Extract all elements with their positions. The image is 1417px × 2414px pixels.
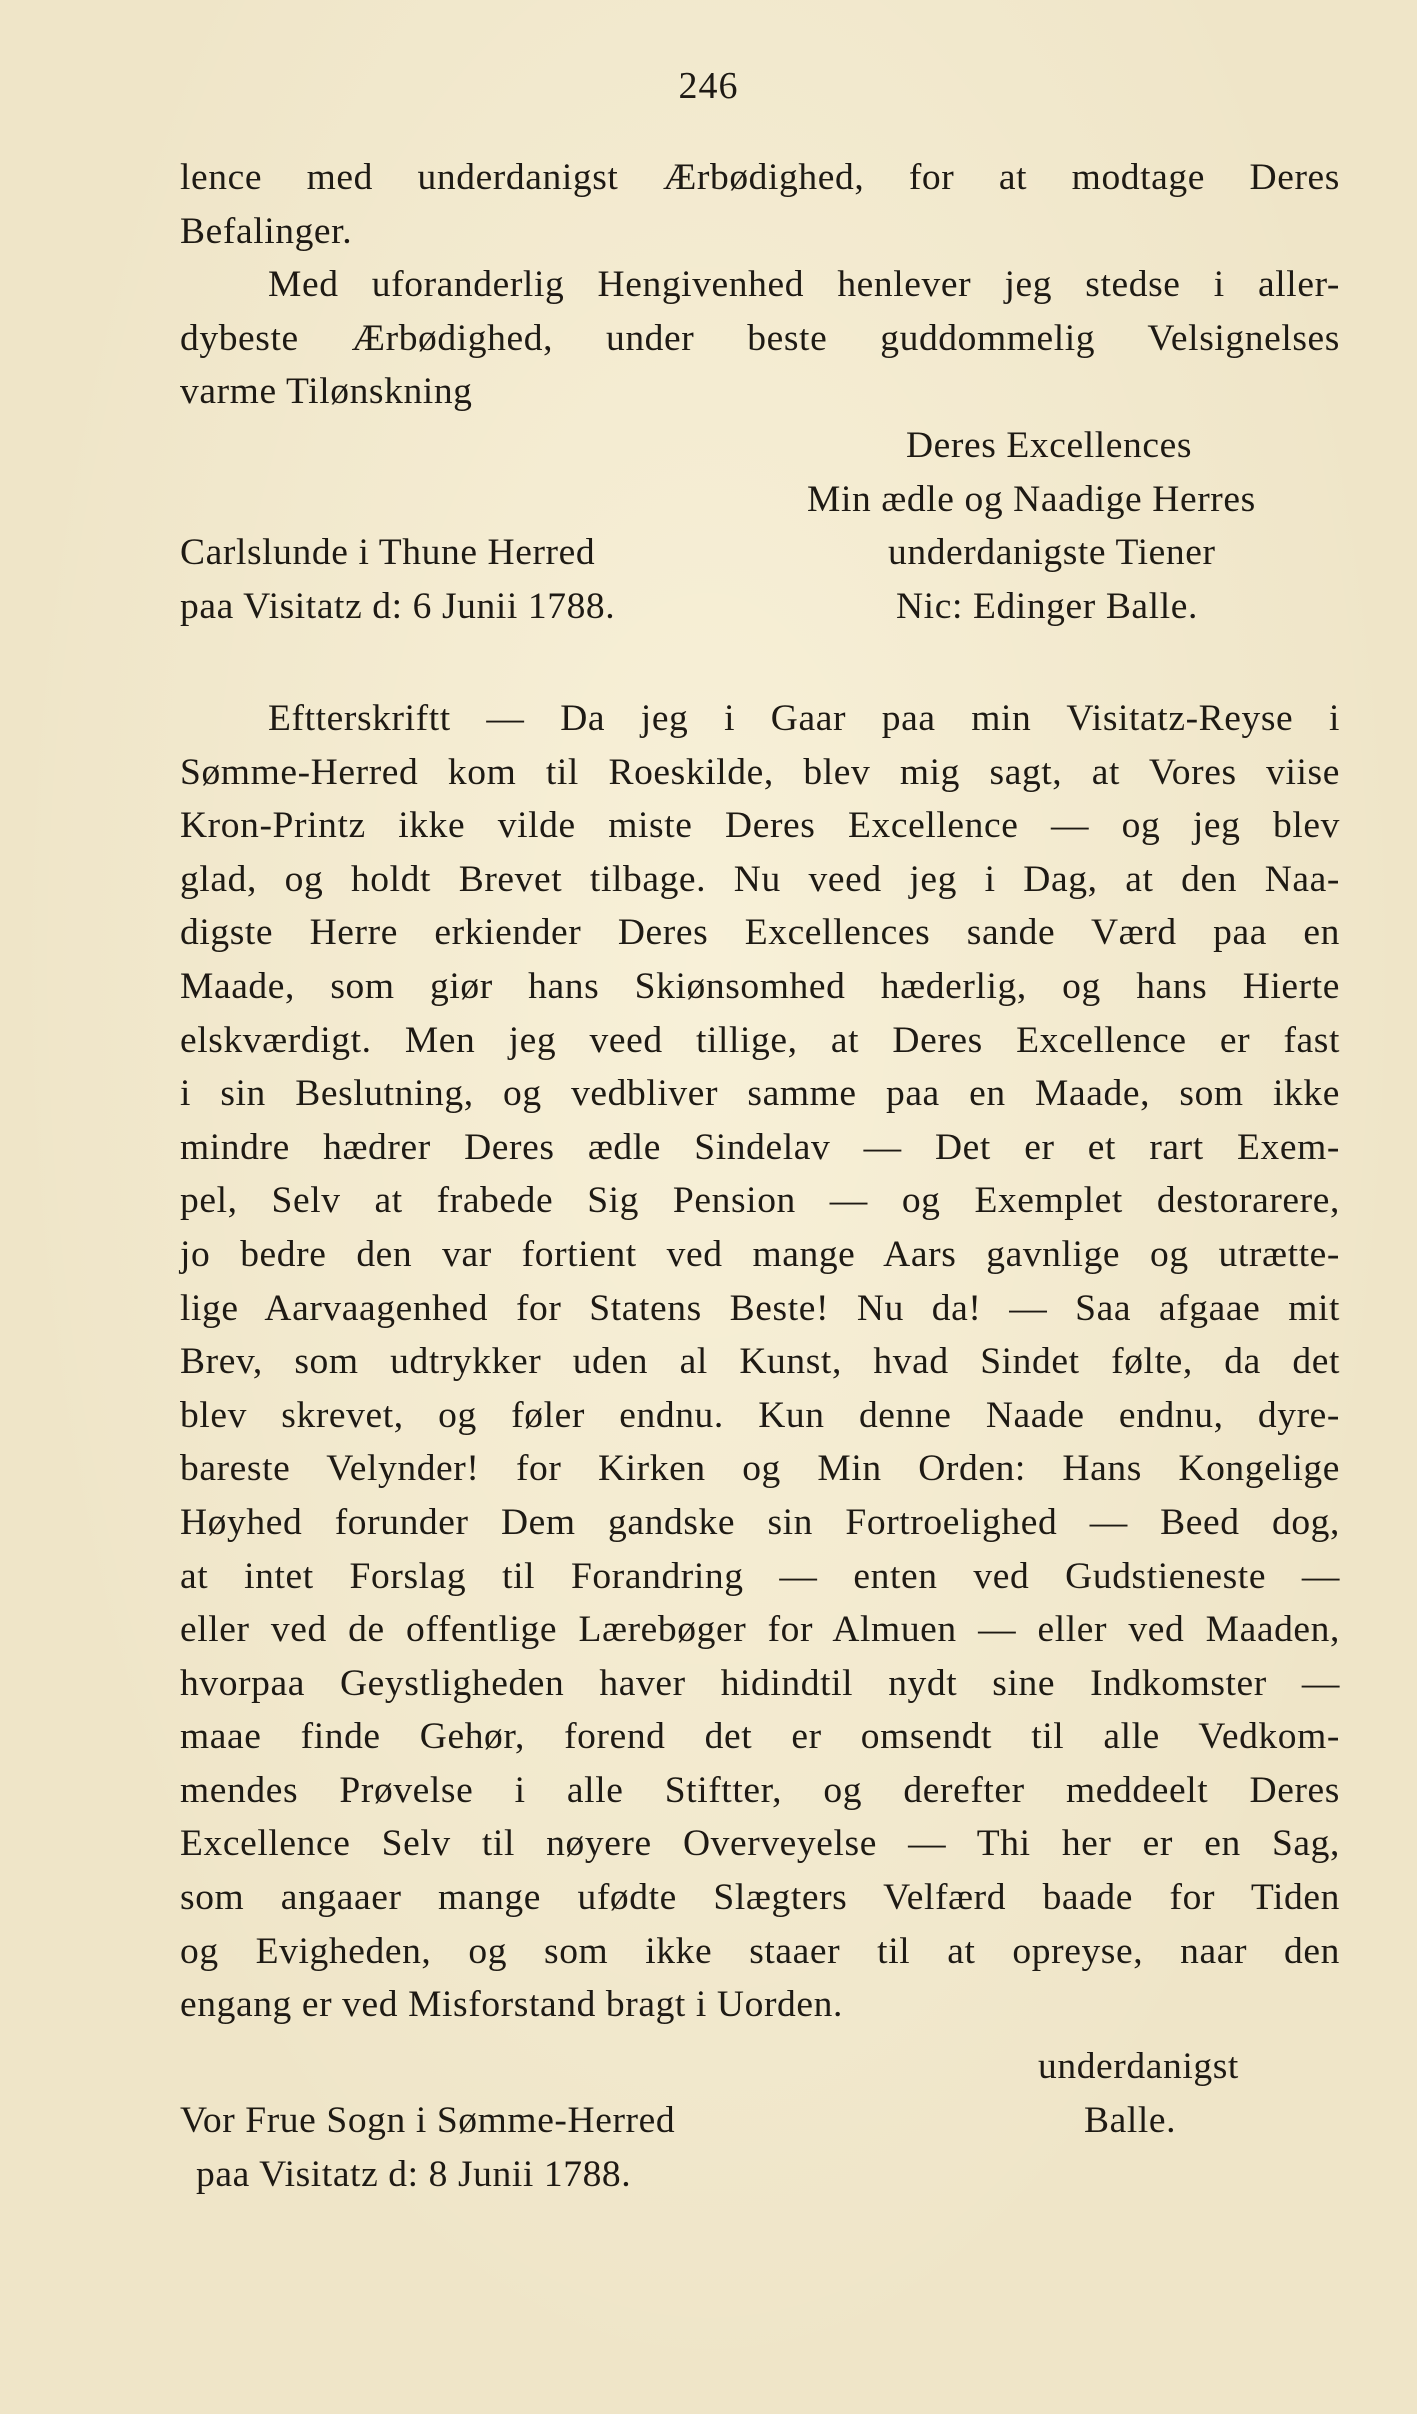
- page-number: 246: [678, 65, 739, 107]
- salutation-line-1: Deres Excellences: [906, 425, 1193, 466]
- signature-line-1: underdanigste Tiener: [888, 532, 1216, 573]
- postscript: [180, 692, 1340, 2032]
- text-line: Eftterskriftt — Da jeg i Gaar paa min Visitatz-Reyse i: [268, 698, 1340, 739]
- text-line: Maade, som giør hans Skiønsomhed hæderlig, og hans Hierte: [180, 965, 1340, 1007]
- postscript-date: paa Visitatz d: 8 Junii 1788.: [196, 2154, 632, 2195]
- text-line: digste Herre erkiender Deres Excellences sande Værd paa en: [180, 912, 1340, 954]
- text-line: mindre hædrer Deres ædle Sindelav — Det er et rart Exem-: [180, 1126, 1340, 1168]
- text-line: Høyhed forunder Dem gandske sin Fortroelighed — Beed dog,: [180, 1501, 1340, 1543]
- text-line: Kron-Printz ikke vilde miste Deres Excellence — og jeg blev: [180, 805, 1340, 847]
- letter-ending: [180, 151, 1340, 419]
- text-line: eller ved de offentlige Lærebøger for Almuen — eller ved Maaden,: [180, 1609, 1340, 1651]
- text-line: Brev, som udtrykker uden al Kunst, hvad Sindet følte, da det: [180, 1341, 1340, 1383]
- text-line: glad, og holdt Brevet tilbage. Nu veed jeg i Dag, at den Naa-: [180, 858, 1340, 900]
- text-line: i sin Beslutning, og vedbliver samme paa en Maade, som ikke: [180, 1073, 1340, 1115]
- text-line: pel, Selv at frabede Sig Pension — og Exemplet destorarere,: [180, 1180, 1340, 1222]
- text-line: mendes Prøvelse i alle Stiftter, og derefter meddeelt Deres: [180, 1769, 1340, 1811]
- text-line: Excellence Selv til nøyere Overveyelse — Thi her er en Sag,: [180, 1823, 1340, 1865]
- text-line: varme Tilønskning: [180, 371, 473, 413]
- postscript-place: Vor Frue Sogn i Sømme-Herred: [180, 2100, 676, 2141]
- text-line: lige Aarvaagenhed for Statens Beste! Nu da! — Saa afgaae mit: [180, 1287, 1340, 1329]
- text-line: at intet Forslag til Forandring — enten ved Gudstieneste —: [180, 1555, 1340, 1597]
- text-line: dybeste Ærbødighed, under beste guddommelig Velsignelses: [180, 317, 1340, 359]
- text-line: hvorpaa Geystligheden haver hidindtil nydt sine Indkomster —: [180, 1662, 1340, 1704]
- signature-name: Nic: Edinger Balle.: [896, 586, 1198, 627]
- text-line: blev skrevet, og føler endnu. Kun denne Naade endnu, dyre-: [180, 1394, 1340, 1436]
- text-line: jo bedre den var fortient ved mange Aars gavnlige og utrætte-: [180, 1233, 1340, 1275]
- salutation-line-2: Min ædle og Naadige Herres: [807, 479, 1256, 520]
- postscript-closing: underdanigst: [1038, 2046, 1239, 2087]
- text-line: engang er ved Misforstand bragt i Uorden.: [180, 1984, 843, 2026]
- text-line: bareste Velynder! for Kirken og Min Orden: Hans Kongelige: [180, 1448, 1340, 1490]
- text-line: Sømme-Herred kom til Roeskilde, blev mig sagt, at Vores viise: [180, 751, 1340, 793]
- text-line: og Evigheden, og som ikke staaer til at opreyse, naar den: [180, 1930, 1340, 1972]
- text-line: Med uforanderlig Hengivenhed henlever jeg stedse i aller-: [268, 264, 1340, 306]
- postscript-signature: Balle.: [1084, 2100, 1177, 2141]
- letter-date: paa Visitatz d: 6 Junii 1788.: [180, 586, 616, 627]
- text-line: maae finde Gehør, forend det er omsendt til alle Vedkom-: [180, 1716, 1340, 1758]
- text-line: Befalinger.: [180, 210, 353, 252]
- text-line: lence med underdanigst Ærbødighed, for at modtage Deres: [180, 157, 1340, 198]
- text-line: som angaaer mange ufødte Slægters Velfærd baade for Tiden: [180, 1877, 1340, 1919]
- letter-place: Carlslunde i Thune Herred: [180, 532, 596, 573]
- text-line: elskværdigt. Men jeg veed tillige, at Deres Excellence er fast: [180, 1019, 1340, 1061]
